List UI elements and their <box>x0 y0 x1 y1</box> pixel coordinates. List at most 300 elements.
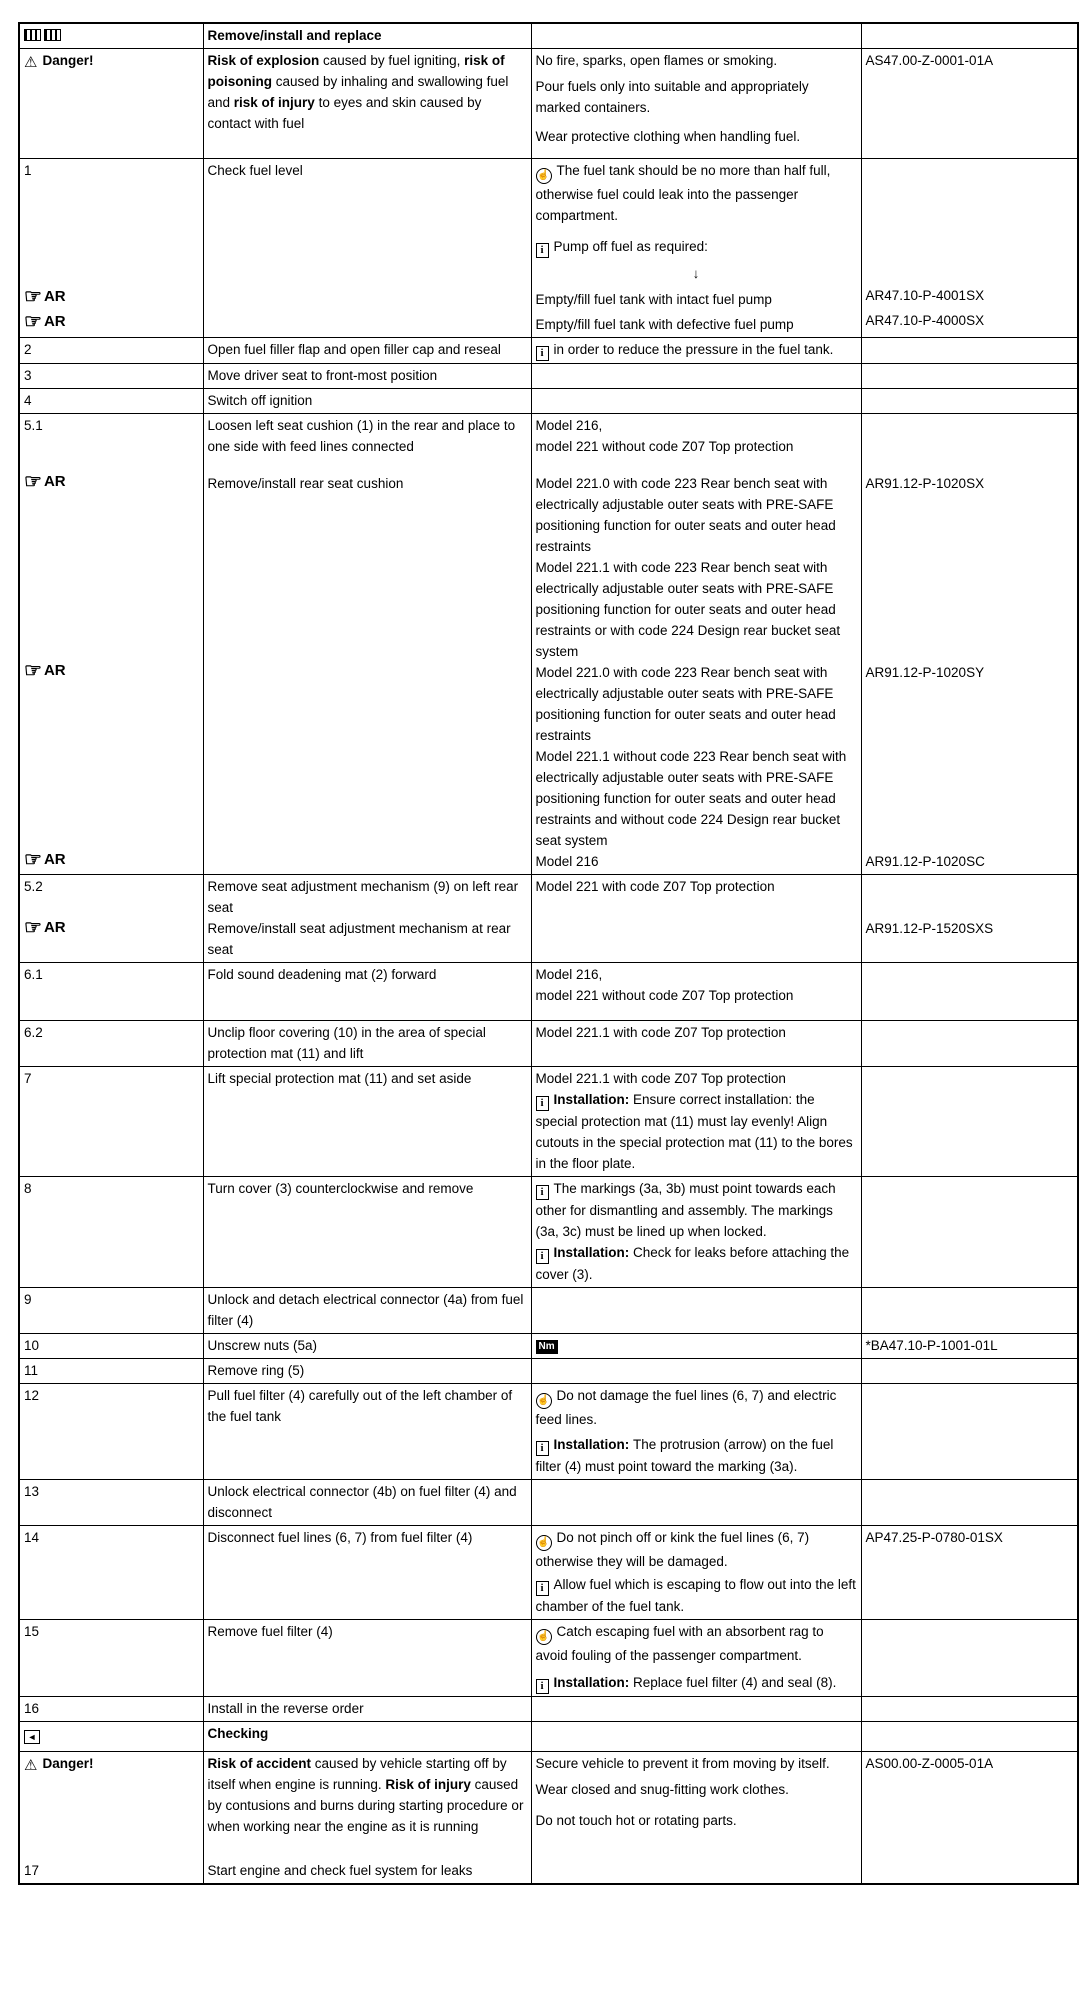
text-line <box>866 1753 1074 1774</box>
notes-cell <box>531 23 861 49</box>
text-run: Model 221.1 with code Z07 Top protection <box>535 1025 786 1040</box>
text-line <box>24 339 199 360</box>
text-line <box>536 1621 857 1666</box>
info-icon: i <box>536 1679 549 1694</box>
row-step-2 <box>19 338 1078 364</box>
text-run: Unclip floor covering (10) in the area of special protection mat (11) and lift <box>207 1025 486 1061</box>
text-line <box>208 339 527 360</box>
ar-pointer-icon: ☞ <box>24 311 42 333</box>
notes-cell <box>531 1021 861 1067</box>
text-line <box>208 1860 527 1881</box>
notes-cell <box>531 1697 861 1722</box>
text-run: AR91.12-P-1020SC <box>865 854 985 869</box>
ar-pointer-icon: ☞ <box>24 849 42 871</box>
step-cell <box>19 1288 203 1334</box>
text-run: Remove/install and replace <box>207 28 382 43</box>
text-line <box>536 1068 857 1089</box>
text-run: AR <box>43 662 66 679</box>
text-line <box>536 964 857 985</box>
ar-pointer-icon: ☞ <box>24 471 42 493</box>
text-line <box>536 1753 857 1774</box>
text-line <box>536 76 857 118</box>
text-run: Switch off ignition <box>207 393 313 408</box>
code-cell <box>861 1480 1078 1526</box>
text-line <box>536 985 857 1006</box>
notes-cell <box>531 1620 861 1697</box>
row-step-8 <box>19 1177 1078 1288</box>
notes-cell <box>531 49 861 159</box>
code-cell <box>861 1620 1078 1697</box>
text-line <box>24 848 199 872</box>
instruction-cell <box>203 1697 531 1722</box>
text-run: 9 <box>24 1292 32 1307</box>
code-cell <box>861 1384 1078 1480</box>
text-line <box>24 160 199 181</box>
spacer <box>866 415 867 473</box>
instruction-cell <box>203 389 531 414</box>
text-line <box>208 1178 527 1199</box>
notes-cell <box>531 875 861 963</box>
text-line <box>866 473 1074 494</box>
ar-pointer-icon: ☞ <box>24 286 42 308</box>
text-run: 5.2 <box>24 879 43 894</box>
text-run: No fire, sparks, open flames or smoking. <box>535 53 778 68</box>
text-run: Empty/fill fuel tank with defective fuel pump <box>535 317 794 332</box>
info-icon: i <box>536 1441 549 1456</box>
spacer <box>24 683 25 848</box>
text-run: 5.1 <box>24 418 43 433</box>
text-run: 4 <box>24 393 32 408</box>
row-step-17 <box>19 1859 1078 1884</box>
text-run: 2 <box>24 342 32 357</box>
text-line <box>208 1360 527 1381</box>
code-cell <box>861 1021 1078 1067</box>
text-line <box>208 473 527 494</box>
row-step-9 <box>19 1288 1078 1334</box>
text-run: in order to reduce the pressure in the fuel tank. <box>553 342 834 357</box>
instruction-cell <box>203 1526 531 1620</box>
text-line <box>866 918 1074 939</box>
row-step-13 <box>19 1480 1078 1526</box>
code-cell <box>861 364 1078 389</box>
instruction-cell <box>203 1177 531 1288</box>
row-step-5-1 <box>19 414 1078 875</box>
text-line <box>208 1723 527 1744</box>
text-line <box>24 25 199 46</box>
text-run: Check fuel level <box>207 163 303 178</box>
info-icon: i <box>536 346 549 361</box>
code-cell <box>861 1067 1078 1177</box>
row-step-4 <box>19 389 1078 414</box>
row-step-1 <box>19 159 1078 338</box>
notes-cell <box>531 389 861 414</box>
text-run: risk of poisoning <box>207 53 505 89</box>
instruction-cell <box>203 1288 531 1334</box>
spacer <box>536 457 537 473</box>
step-cell <box>19 1067 203 1177</box>
step-cell <box>19 1620 203 1697</box>
text-line <box>866 310 1074 331</box>
text-line <box>24 1753 199 1774</box>
text-line <box>208 876 527 918</box>
text-line <box>536 1178 857 1242</box>
step-cell <box>19 364 203 389</box>
code-cell <box>861 1177 1078 1288</box>
text-run: Move driver seat to front-most position <box>207 368 438 383</box>
text-run: Risk of injury <box>385 1777 475 1792</box>
row-step-15 <box>19 1620 1078 1697</box>
text-line <box>24 1860 199 1881</box>
text-run: AR47.10-P-4000SX <box>865 313 985 328</box>
text-line <box>536 557 857 662</box>
text-run: 16 <box>24 1701 40 1716</box>
text-line <box>536 1022 857 1043</box>
text-line <box>866 285 1074 306</box>
spacer <box>24 897 25 916</box>
info-icon: i <box>536 1581 549 1596</box>
text-run: 11 <box>24 1363 39 1378</box>
text-line <box>208 1621 527 1642</box>
text-run: Secure vehicle to prevent it from moving by itself. <box>535 1756 830 1771</box>
row-step-11 <box>19 1359 1078 1384</box>
row-danger-fuel <box>19 49 1078 159</box>
info-icon: i <box>536 1096 549 1111</box>
code-cell <box>861 49 1078 159</box>
step-cell <box>19 1526 203 1620</box>
step-cell <box>19 159 203 338</box>
instruction-cell <box>203 159 531 338</box>
text-run: 12 <box>24 1388 40 1403</box>
text-line <box>536 314 857 335</box>
ar-pointer-icon: ☞ <box>24 660 42 682</box>
text-run: Remove seat adjustment mechanism (9) on left rear seat <box>207 879 519 915</box>
text-run: AR47.10-P-4001SX <box>865 288 985 303</box>
text-line <box>536 1672 857 1694</box>
code-cell <box>861 875 1078 963</box>
text-run: Disconnect fuel lines (6, 7) from fuel filter (4) <box>207 1530 473 1545</box>
text-line <box>24 1385 199 1406</box>
hand-caution-icon: ☝ <box>536 168 552 184</box>
text-line <box>24 964 199 985</box>
text-line <box>24 1527 199 1548</box>
text-run: 15 <box>24 1624 40 1639</box>
text-run: AP47.25-P-0780-01SX <box>865 1530 1003 1545</box>
text-line <box>24 1178 199 1199</box>
text-line <box>24 916 199 940</box>
hand-caution-icon: ☝ <box>536 1393 552 1409</box>
operation-icon <box>24 29 41 41</box>
text-run: Allow fuel which is escaping to flow out into the left chamber of the fuel tank. <box>535 1577 856 1614</box>
text-line <box>536 851 857 872</box>
row-danger-engine <box>19 1752 1078 1860</box>
step-cell <box>19 875 203 963</box>
info-icon: i <box>536 1185 549 1200</box>
text-run: Install in the reverse order <box>207 1701 364 1716</box>
text-line <box>208 1289 527 1331</box>
text-run: AR <box>43 288 66 305</box>
text-line <box>24 1289 199 1310</box>
text-run: 3 <box>24 368 32 383</box>
text-run: Unlock and detach electrical connector (4a) from fuel filter (4) <box>207 1292 524 1328</box>
operation-icon <box>44 29 61 41</box>
text-run: Turn cover (3) counterclockwise and remove <box>207 1181 474 1196</box>
row-step-7 <box>19 1067 1078 1177</box>
text-run: AR <box>43 313 66 330</box>
text-line <box>24 1360 199 1381</box>
text-run: Pour fuels only into suitable and appropriately marked containers. <box>535 79 809 115</box>
text-run: caused by contusions and burns during starting procedure or when working near the engine as it is running <box>207 1777 524 1834</box>
notes-cell <box>531 1334 861 1359</box>
step-cell <box>19 49 203 159</box>
text-run: AR <box>43 851 66 868</box>
instruction-cell <box>203 1722 531 1752</box>
text-run: Danger! <box>42 53 94 68</box>
text-run: Replace fuel filter (4) and seal (8). <box>633 1675 837 1690</box>
text-run: Model 221.0 with code 223 Rear bench seat with electrically adjustable outer seats with PRE-SAFE positioning function for outer seats and outer head restraints <box>535 476 836 554</box>
text-run: Wear protective clothing when handling fuel. <box>535 129 801 144</box>
text-run: 14 <box>24 1530 40 1545</box>
text-line <box>536 473 857 557</box>
text-line <box>24 470 199 494</box>
text-line <box>24 285 199 309</box>
step-cell <box>19 414 203 875</box>
text-line <box>24 1621 199 1642</box>
text-line <box>536 263 857 284</box>
notes-cell <box>531 364 861 389</box>
step-cell <box>19 338 203 364</box>
text-run: The markings (3a, 3b) must point towards each other for dismantling and assembly. The markings (3a, 3c) must be lined up when locked. <box>535 1181 836 1239</box>
danger-warning-icon: ⚠ <box>24 54 38 71</box>
text-line <box>536 1385 857 1430</box>
text-run: Wear closed and snug-fitting work clothes. <box>535 1782 789 1797</box>
text-run: AR91.12-P-1020SY <box>865 665 985 680</box>
spacer <box>208 457 209 473</box>
row-step-10 <box>19 1334 1078 1359</box>
text-line <box>536 1434 857 1477</box>
text-line <box>866 50 1074 71</box>
text-run: caused by vehicle starting off by itself when engine is running. <box>207 1756 507 1792</box>
instruction-cell <box>203 1752 531 1860</box>
row-step-6-1 <box>19 963 1078 1021</box>
instruction-cell <box>203 1620 531 1697</box>
text-run: AR <box>43 473 66 490</box>
text-run: Installation: <box>553 1245 634 1260</box>
text-run: Remove/install rear seat cushion <box>207 476 404 491</box>
text-run: caused by inhaling and swallowing fuel and <box>207 74 509 110</box>
text-line <box>536 126 857 147</box>
text-line <box>24 1723 199 1744</box>
text-line <box>536 160 857 226</box>
step-cell <box>19 1334 203 1359</box>
text-line <box>536 50 857 71</box>
text-line <box>24 659 199 683</box>
notes-cell <box>531 1480 861 1526</box>
text-line <box>866 1527 1074 1548</box>
text-line <box>208 50 527 134</box>
code-cell <box>861 1859 1078 1884</box>
text-run: caused by fuel igniting, <box>323 53 465 68</box>
text-run: Unscrew nuts (5a) <box>207 1338 318 1353</box>
text-line <box>208 1481 527 1523</box>
hand-caution-icon: ☝ <box>536 1535 552 1551</box>
code-cell <box>861 963 1078 1021</box>
text-run: Model 221 with code Z07 Top protection <box>535 879 775 894</box>
text-run: Open fuel filler flap and open filler cap and reseal <box>207 342 501 357</box>
text-run: 13 <box>24 1484 40 1499</box>
step-cell <box>19 389 203 414</box>
text-line <box>536 236 857 258</box>
text-run: AR <box>43 919 66 936</box>
code-cell <box>861 23 1078 49</box>
notes-cell <box>531 1288 861 1334</box>
notes-cell <box>531 1859 861 1884</box>
text-line <box>208 1753 527 1837</box>
text-run: Model 216, <box>535 418 603 433</box>
instruction-cell <box>203 1067 531 1177</box>
notes-cell <box>531 1067 861 1177</box>
text-run: 10 <box>24 1338 40 1353</box>
text-run: 6.1 <box>24 967 43 982</box>
instruction-cell <box>203 1859 531 1884</box>
spacer <box>24 494 25 659</box>
code-cell <box>861 1752 1078 1860</box>
notes-cell <box>531 414 861 875</box>
text-run: Remove fuel filter (4) <box>207 1624 333 1639</box>
text-run: Installation: <box>553 1675 634 1690</box>
text-line <box>208 365 527 386</box>
spacer <box>24 436 25 470</box>
code-cell <box>861 1722 1078 1752</box>
info-icon: i <box>536 243 549 258</box>
text-line <box>208 1335 527 1356</box>
notes-cell <box>531 338 861 364</box>
procedure-table <box>18 22 1079 1885</box>
instruction-cell <box>203 1334 531 1359</box>
text-line <box>24 876 199 897</box>
text-run: Do not pinch off or kink the fuel lines (6, 7) otherwise they will be damaged. <box>535 1530 810 1569</box>
text-run: Do not damage the fuel lines (6, 7) and electric feed lines. <box>535 1388 837 1427</box>
instruction-cell <box>203 1359 531 1384</box>
table-body <box>19 23 1078 1884</box>
row-checking-header <box>19 1722 1078 1752</box>
row-step-6-2 <box>19 1021 1078 1067</box>
text-line <box>536 1810 857 1831</box>
text-line <box>208 964 527 985</box>
text-line <box>208 1527 527 1548</box>
code-cell <box>861 1288 1078 1334</box>
text-line <box>536 662 857 746</box>
text-line <box>536 436 857 457</box>
row-step-14 <box>19 1526 1078 1620</box>
text-line <box>866 1335 1074 1356</box>
notes-cell <box>531 1384 861 1480</box>
instruction-cell <box>203 364 531 389</box>
text-run: Danger! <box>42 1756 94 1771</box>
text-run: to eyes and skin caused by contact with fuel <box>207 95 482 131</box>
text-run: Unlock electrical connector (4b) on fuel filter (4) and disconnect <box>207 1484 517 1520</box>
text-run: model 221 without code Z07 Top protection <box>535 439 794 454</box>
text-run: Start engine and check fuel system for leaks <box>207 1863 473 1878</box>
text-run: 7 <box>24 1071 32 1086</box>
instruction-cell <box>203 1480 531 1526</box>
row-step-3 <box>19 364 1078 389</box>
ar-pointer-icon: ☞ <box>24 917 42 939</box>
instruction-cell <box>203 963 531 1021</box>
text-line <box>24 1022 199 1043</box>
text-line <box>536 289 857 310</box>
text-line <box>536 1527 857 1572</box>
text-line <box>866 662 1074 683</box>
text-run: AR91.12-P-1020SX <box>865 476 985 491</box>
spacer <box>536 226 537 236</box>
text-line <box>536 1335 857 1356</box>
text-line <box>208 415 527 457</box>
text-run: Model 221.1 without code 223 Rear bench seat with electrically adjustable outer seats with PRE-SAFE positioning function for outer seats and outer head restraints and without code 224 Design rear bucket seat system <box>535 749 847 848</box>
row-step-5-2 <box>19 875 1078 963</box>
text-run: 6.2 <box>24 1025 43 1040</box>
text-run: model 221 without code Z07 Top protection <box>535 988 794 1003</box>
text-run: Model 221.1 with code 223 Rear bench seat with electrically adjustable outer seats with PRE-SAFE positioning function for outer seats and outer head restraints or with code 224 Design rear bucket seat system <box>535 560 841 659</box>
text-run: Model 216, <box>535 967 603 982</box>
text-run: Lift special protection mat (11) and set aside <box>207 1071 472 1086</box>
step-cell <box>19 1859 203 1884</box>
text-run: Checking <box>207 1726 269 1741</box>
text-line <box>208 1385 527 1427</box>
section-back-icon: ◄ <box>24 1730 40 1744</box>
text-line <box>24 1698 199 1719</box>
spacer <box>24 181 25 285</box>
text-line <box>24 50 199 71</box>
step-cell <box>19 1021 203 1067</box>
text-run: *BA47.10-P-1001-01L <box>865 1338 998 1353</box>
text-line <box>24 415 199 436</box>
spacer <box>866 683 867 851</box>
text-line <box>24 1481 199 1502</box>
text-run: ↓ <box>692 266 700 281</box>
text-run: Installation: <box>553 1092 634 1107</box>
text-line <box>24 365 199 386</box>
text-line <box>208 160 527 181</box>
text-line <box>24 310 199 334</box>
row-op-header <box>19 23 1078 49</box>
text-run: Fold sound deadening mat (2) forward <box>207 967 437 982</box>
row-step-16 <box>19 1697 1078 1722</box>
hand-caution-icon: ☝ <box>536 1629 552 1645</box>
text-line <box>208 1698 527 1719</box>
text-line <box>24 1335 199 1356</box>
text-line <box>208 1022 527 1064</box>
instruction-cell <box>203 23 531 49</box>
instruction-cell <box>203 414 531 875</box>
text-run: 17 <box>24 1863 40 1878</box>
text-line <box>208 918 527 960</box>
notes-cell <box>531 963 861 1021</box>
notes-cell <box>531 1722 861 1752</box>
spacer <box>536 118 537 126</box>
text-run: Loosen left seat cushion (1) in the rear and place to one side with feed lines connected <box>207 418 516 454</box>
text-line <box>536 1242 857 1285</box>
step-cell <box>19 963 203 1021</box>
text-run: AS00.00-Z-0005-01A <box>865 1756 994 1771</box>
text-run: Ensure correct installation: the special protection mat (11) must lay evenly! Align cutouts in the special protection mat (11) to the bores in the floor plate. <box>535 1092 853 1171</box>
text-run: Pump off fuel as required: <box>553 239 708 254</box>
text-line <box>24 1068 199 1089</box>
text-line <box>208 390 527 411</box>
code-cell <box>861 414 1078 875</box>
text-line <box>536 746 857 851</box>
text-line <box>536 339 857 361</box>
danger-warning-icon: ⚠ <box>24 1757 38 1774</box>
